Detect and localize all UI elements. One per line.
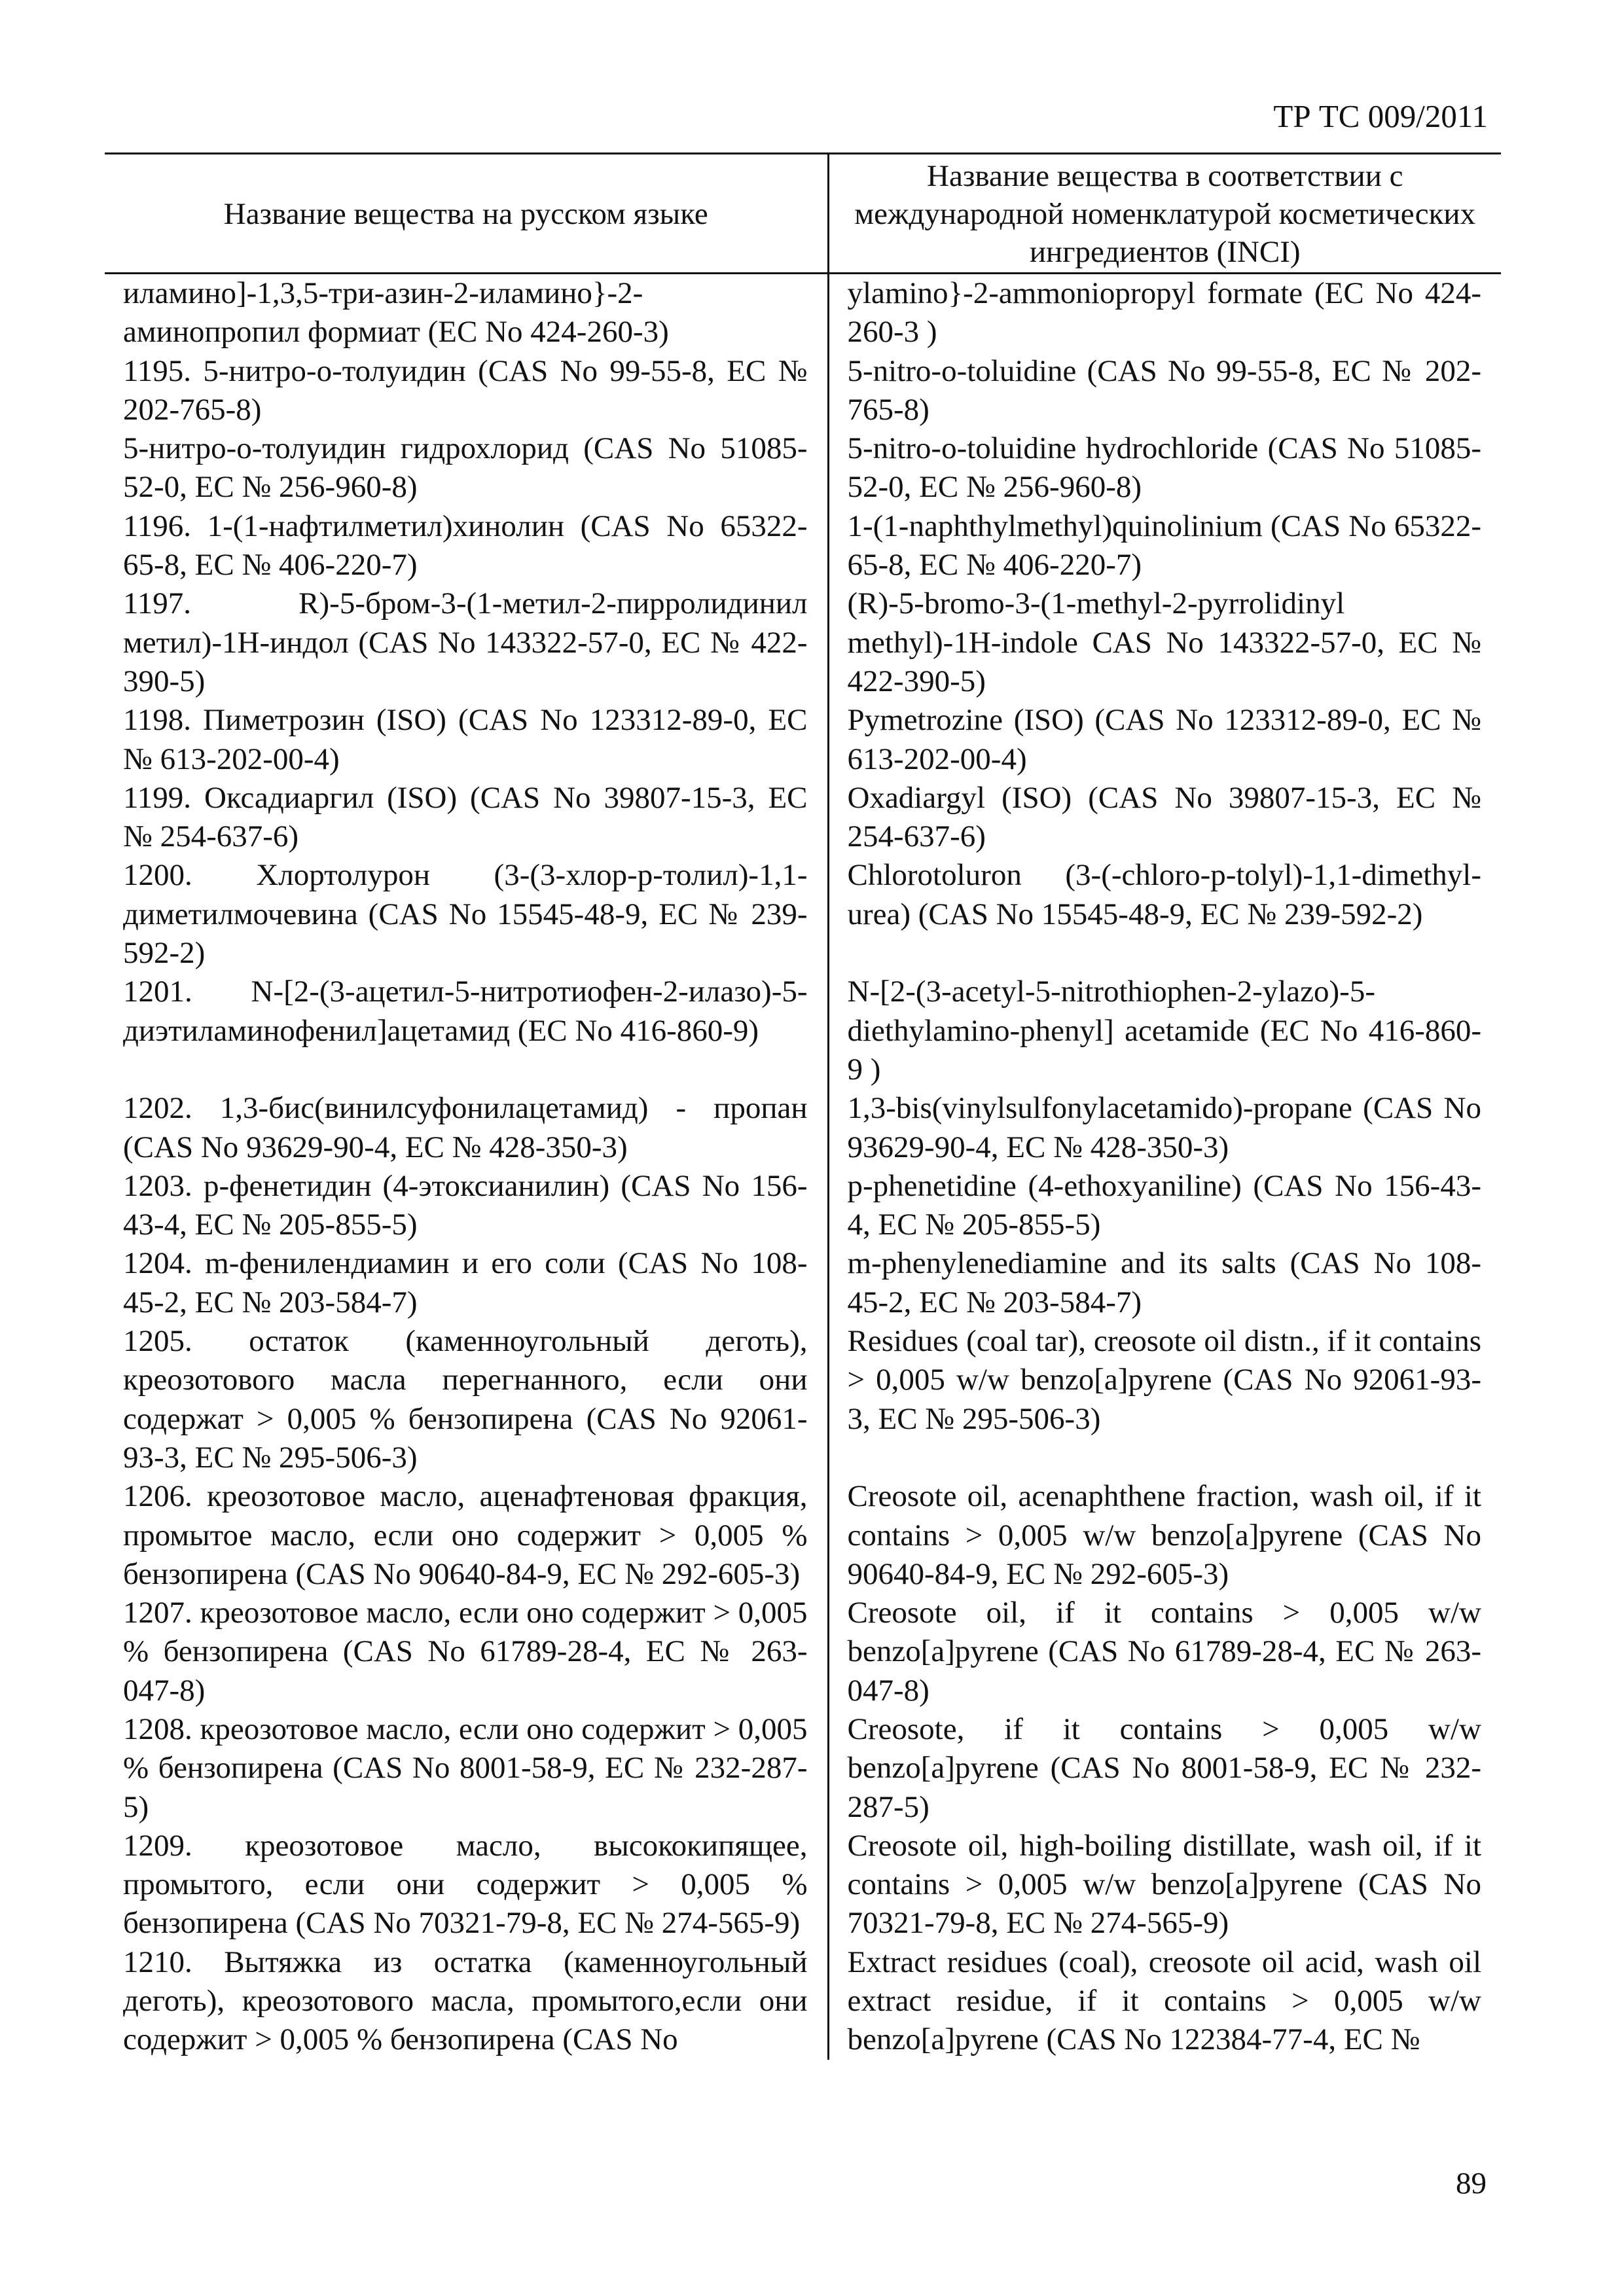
document-code: ТР ТС 009/2011: [1273, 98, 1488, 134]
table-row: [105, 1594, 1501, 1710]
table-row: [105, 856, 1501, 973]
cell-inci-name: N-[2-(3-acetyl-5-nitrothiophen-2-ylazo)-5-diethylamino-phenyl] acetamide (ЕС No 416-860-9 ): [847, 975, 1481, 1086]
cell-russian-name: иламино]-1,3,5-три-азин-2-иламино}-2-аминопропил формиат (ЕС No 424-260-3): [105, 274, 828, 352]
cell-inci-name: p-phenetidine (4-ethoxyaniline) (CAS No 156-43-4, ЕС № 205-855-5): [847, 1168, 1481, 1242]
cell-russian-name: 1195. 5-нитро-о-толуидин (CAS No 99-55-8, ЕС № 202-765-8): [105, 352, 828, 430]
cell-russian-name: 1210. Вытяжка из остатка (каменноугольный деготь), креозотового масла, промытого,если они содержит > 0,005 % бензопирена (CAS No: [105, 1943, 828, 2060]
table-row: [105, 1244, 1501, 1322]
cell-inci-name: Creosote oil, high-boiling distillate, wash oil, if it contains > 0,005 w/w benzo[a]pyrene (CAS No 70321-79-8, ЕС № 274-565-9): [847, 1828, 1481, 1941]
cell-russian-name: 5-нитро-о-толуидин гидрохлорид (CAS No 51085-52-0, ЕС № 256-960-8): [105, 429, 828, 507]
table-row: [105, 1710, 1501, 1827]
substances-table: [105, 152, 1501, 2060]
table-row: [105, 429, 1501, 507]
cell-inci-name: 5-nitro-o-toluidine hydrochloride (CAS No 51085-52-0, ЕС № 256-960-8): [847, 431, 1481, 505]
column-header-russian-name: Название вещества на русском языке: [105, 154, 828, 274]
cell-russian-name: 1202. 1,3-бис(винилсуфонилацетамид) - пропан (CAS No 93629-90-4, ЕС № 428-350-3): [105, 1089, 828, 1167]
cell-inci-name: Pymetrozine (ISO) (CAS No 123312-89-0, ЕС № 613-202-00-4): [847, 703, 1481, 776]
table-row: [105, 1827, 1501, 1943]
cell-inci-name: 1,3-bis(vinylsulfonylacetamido)-propane (CAS No 93629-90-4, ЕС № 428-350-3): [847, 1091, 1481, 1164]
cell-russian-name: 1205. остаток (каменноугольный деготь), креозотового масла перегнанного, если они содержат > 0,005 % бензопирена (CAS No 92061-93-3, ЕС № 295-506-3): [105, 1322, 828, 1477]
table-row: [105, 779, 1501, 857]
cell-russian-name: 1197. R)-5-бром-3-(1-метил-2-пирролидинил метил)-1H-индол (CAS No 143322-57-0, ЕС № 422-390-5): [105, 584, 828, 701]
cell-inci-name: Residues (coal tar), creosote oil distn., if it contains > 0,005 w/w benzo[a]pyrene (CAS No 92061-93-3, ЕС № 295-506-3): [847, 1324, 1481, 1436]
table-row: [105, 1322, 1501, 1477]
cell-russian-name: 1209. креозотовое масло, высококипящее, промытого, если они содержит > 0,005 % бензопирена (CAS No 70321-79-8, ЕС № 274-565-9): [105, 1827, 828, 1943]
cell-inci-name: 5-nitro-o-toluidine (CAS No 99-55-8, ЕС № 202-765-8): [847, 353, 1481, 427]
table-row: [105, 274, 1501, 352]
cell-russian-name: 1207. креозотовое масло, если оно содержит > 0,005 % бензопирена (CAS No 61789-28-4, ЕС № 263-047-8): [105, 1594, 828, 1710]
column-header-inci-name: Название вещества в соответствии с международной номенклатурой косметических ингредиентов (INCI): [828, 154, 1501, 274]
cell-inci-name: m-phenylenediamine and its salts (CAS No 108-45-2, ЕС № 203-584-7): [847, 1246, 1481, 1319]
page-number: 89: [1456, 2166, 1487, 2200]
cell-inci-name: Creosote oil, acenaphthene fraction, wash oil, if it contains > 0,005 w/w benzo[a]pyrene (CAS No 90640-84-9, ЕС № 292-605-3): [847, 1479, 1481, 1591]
cell-inci-name: Creosote, if it contains > 0,005 w/w benzo[a]pyrene (CAS No 8001-58-9, ЕС № 232-287-5): [847, 1712, 1481, 1824]
table-header-row: [105, 154, 1501, 274]
cell-russian-name: 1199. Оксадиаргил (ISO) (CAS No 39807-15-3, ЕС № 254-637-6): [105, 779, 828, 857]
table-row: [105, 973, 1501, 1089]
cell-inci-name: Extract residues (coal), creosote oil acid, wash oil extract residue, if it contains > 0,005 w/w benzo[a]pyrene (CAS No 122384-77-4, ЕС №: [847, 1945, 1481, 2057]
cell-russian-name: 1208. креозотовое масло, если оно содержит > 0,005 % бензопирена (CAS No 8001-58-9, ЕС № 232-287-5): [105, 1710, 828, 1827]
cell-russian-name: 1203. р-фенетидин (4-этоксианилин) (CAS No 156-43-4, ЕС № 205-855-5): [105, 1167, 828, 1245]
table-row: [105, 1477, 1501, 1594]
cell-inci-name: Oxadiargyl (ISO) (CAS No 39807-15-3, ЕС № 254-637-6): [847, 780, 1481, 854]
cell-russian-name: 1198. Пиметрозин (ISO) (CAS No 123312-89-0, ЕС № 613-202-00-4): [105, 701, 828, 779]
cell-russian-name: 1196. 1-(1-нафтилметил)хинолин (CAS No 65322-65-8, ЕС № 406-220-7): [105, 507, 828, 585]
table-row: [105, 1089, 1501, 1167]
cell-inci-name: Creosote oil, if it contains > 0,005 w/w benzo[a]pyrene (CAS No 61789-28-4, ЕС № 263-047-8): [847, 1596, 1481, 1708]
cell-inci-name: 1-(1-naphthylmethyl)quinolinium (CAS No 65322-65-8, ЕС № 406-220-7): [847, 509, 1481, 583]
cell-russian-name: 1204. m-фенилендиамин и его соли (CAS No 108-45-2, ЕС № 203-584-7): [105, 1244, 828, 1322]
cell-inci-name: (R)-5-bromo-3-(1-methyl-2-pyrrolidinyl methyl)-1H-indole CAS No 143322-57-0, ЕС № 422-390-5): [847, 586, 1481, 698]
table-row: [105, 507, 1501, 585]
table-row: [105, 352, 1501, 430]
cell-russian-name: 1201. N-[2-(3-ацетил-5-нитротиофен-2-илазо)-5-диэтиламинофенил]ацетамид (ЕС No 416-860-9): [105, 973, 828, 1089]
table-row: [105, 584, 1501, 701]
table-row: [105, 701, 1501, 779]
table-row: [105, 1943, 1501, 2060]
cell-russian-name: 1200. Хлортолурон (3-(3-хлор-р-толил)-1,1-диметилмочевина (CAS No 15545-48-9, ЕС № 239-592-2): [105, 856, 828, 973]
cell-russian-name: 1206. креозотовое масло, аценафтеновая фракция, промытое масло, если оно содержит > 0,005 % бензопирена (CAS No 90640-84-9, ЕС № 292-605-3): [105, 1477, 828, 1594]
table-row: [105, 1167, 1501, 1245]
substances-table-container: [105, 152, 1501, 2060]
cell-inci-name: ylamino}-2-ammoniopropyl formate (ЕС No 424-260-3 ): [847, 276, 1481, 350]
cell-inci-name: Chlorotoluron (3-(-chloro-p-tolyl)-1,1-dimethyl-urea) (CAS No 15545-48-9, ЕС № 239-592-2): [847, 858, 1481, 931]
